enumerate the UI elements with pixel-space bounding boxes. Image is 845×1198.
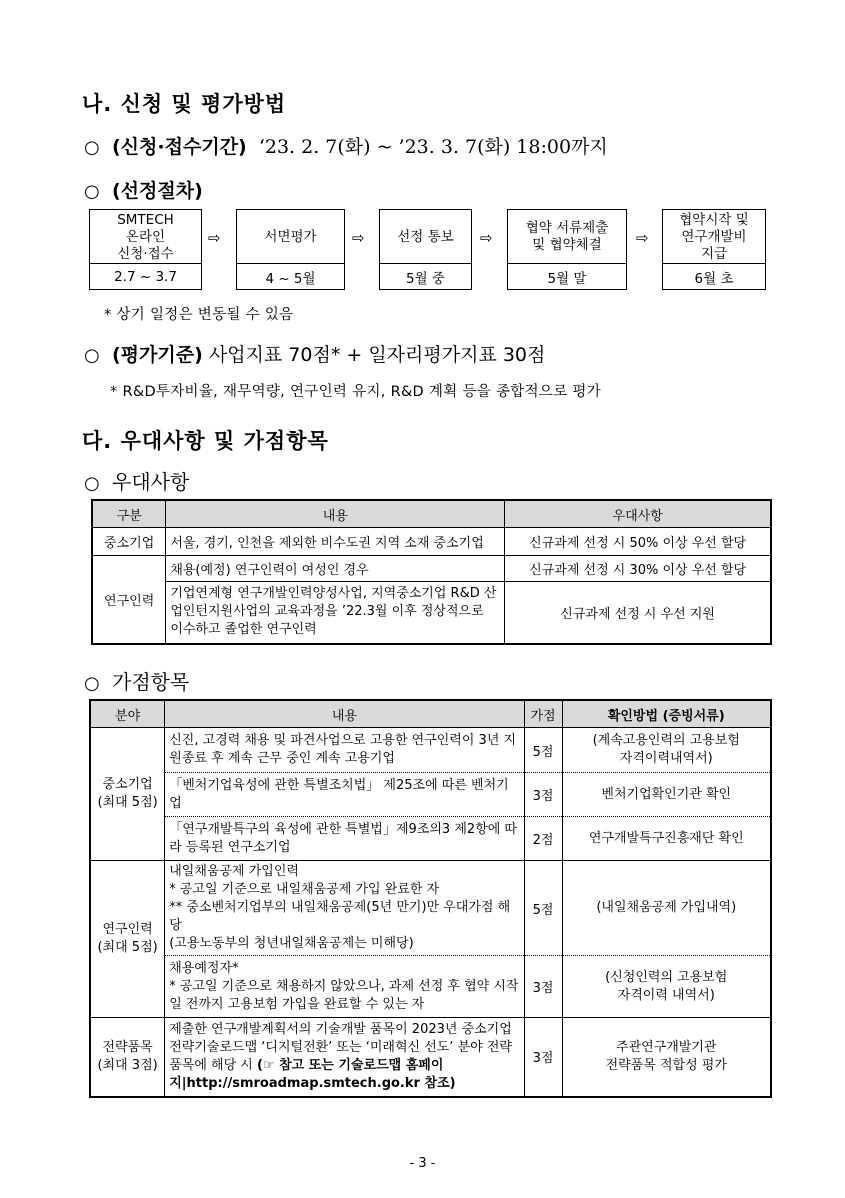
bonus-content-text: 제출한 연구개발계획서의 기술개발 품목이 2023년 중소기업 전략기술로드맵 ‘디지털전환’ 또는 ‘미래혁신 선도’ 분야 전략품목에 해당 시 <box>169 1021 512 1073</box>
selection-line <box>84 176 203 203</box>
pref-cell-content: 기업연계형 연구개발인력양성사업, 지역중소기업 R&D 산업인턴지원사업의 교육과정을 ’22.3월 이후 정상적으로 이수하고 졸업한 연구인력 <box>166 582 505 644</box>
selection-label: (선정절차) <box>112 180 203 202</box>
circle-bullet: ○ <box>84 473 100 494</box>
bonus-content-reference: (☞ 참고 또는 기술로드맵 홈페이지|http://smroadmap.smtech.go.kr 참조) <box>169 1057 456 1091</box>
pref-cell-content: 채용(예정) 연구인력이 여성인 경우 <box>166 556 505 582</box>
bonus-cell-score: 3점 <box>524 773 562 817</box>
process-step-date: 4 ~ 5월 <box>237 263 344 289</box>
section-na-title: 나. 신청 및 평가방법 <box>82 92 287 116</box>
bonus-cell-score: 3점 <box>524 1018 562 1097</box>
pref-cell-benefit: 신규과제 선정 시 30% 이상 우선 할당 <box>505 556 771 582</box>
bonus-content-text: 「연구개발특구의 육성에 관한 특별법」제9조의3 제2항에 따라 등록된 연구소기업 <box>169 821 517 855</box>
process-step-name: 서면평가 <box>264 228 317 245</box>
process-step-date: 2.7 ~ 3.7 <box>90 263 201 289</box>
process-step <box>89 209 202 290</box>
circle-bullet: ○ <box>84 181 100 202</box>
process-step <box>236 209 345 290</box>
bonus-cell-content <box>165 773 524 817</box>
circle-bullet: ○ <box>84 673 100 694</box>
bonus-cell-score: 5점 <box>524 728 562 773</box>
process-step-name: 협약 서류제출 및 협약체결 <box>525 220 609 253</box>
arrow-right-icon: ⇨ <box>208 229 221 247</box>
page-number: - 3 - <box>409 1156 436 1171</box>
process-step-name: 선정 통보 <box>397 228 454 245</box>
bonus-cell-content <box>165 1018 524 1097</box>
period-line <box>84 132 608 159</box>
bonus-header-proof: 확인방법 (증빙서류) <box>562 700 771 728</box>
schedule-note: * 상기 일정은 변동될 수 있음 <box>104 307 294 323</box>
criteria-line <box>84 340 545 367</box>
pref-title: 우대사항 <box>112 470 190 494</box>
pref-cell-benefit: 신규과제 선정 시 50% 이상 우선 할당 <box>505 528 771 556</box>
bonus-cell-content <box>165 861 524 956</box>
bonus-cell-proof: 주관연구개발기관 전략품목 적합성 평가 <box>562 1018 771 1097</box>
period-label: (신청·접수기간) <box>112 136 247 158</box>
bonus-cell-field: 전략품목 (최대 3점) <box>90 1018 165 1097</box>
bonus-cell-content <box>165 817 524 861</box>
bonus-title: 가점항목 <box>112 670 190 694</box>
bonus-cell-field: 중소기업 (최대 5점) <box>90 728 165 861</box>
bonus-content-text: 신진, 고경력 채용 및 파견사업으로 고용한 연구인력이 3년 지원종료 후 계속 근무 중인 계속 고용기업 <box>169 733 517 766</box>
pref-heading <box>84 466 189 495</box>
section-da-title: 다. 우대사항 및 가점항목 <box>82 429 329 453</box>
bonus-table <box>89 699 772 1098</box>
criteria-label: (평가기준) <box>112 344 203 366</box>
process-step-date: 5월 중 <box>380 263 471 289</box>
process-step-date: 5월 말 <box>508 263 626 289</box>
process-step <box>507 209 627 290</box>
pref-header-benefit: 우대사항 <box>505 500 771 528</box>
pref-header-category: 구분 <box>92 500 166 528</box>
circle-bullet: ○ <box>84 137 100 158</box>
process-step-date: 6월 초 <box>663 263 765 289</box>
pref-header-content: 내용 <box>166 500 505 528</box>
process-step <box>662 209 766 290</box>
bonus-cell-proof: (신청인력의 고용보험 자격이력 내역서) <box>562 956 771 1018</box>
bonus-cell-score: 3점 <box>524 956 562 1018</box>
bonus-cell-proof: (계속고용인력의 고용보험 자격이력내역서) <box>562 728 771 773</box>
bonus-content-text: 내일채움공제 가입인력 * 공고일 기준으로 내일채움공제 가입 완료한 자 ** 중소벤처기업부의 내일채움공제(5년 만기)만 우대가점 해당 (고용노동부의 청년내일채움공제는 미해당) <box>169 864 511 951</box>
process-step-name: SMTECH 온라인 신청·접수 <box>117 211 174 262</box>
bonus-content-text: 채용예정자* * 공고일 기준으로 채용하지 않았으나, 과제 선정 후 협약 시작일 전까지 고용보험 가입을 완료할 수 있는 자 <box>169 960 519 1012</box>
bonus-cell-proof: 연구개발특구진흥재단 확인 <box>562 817 771 861</box>
pref-cell-category: 중소기업 <box>92 528 166 556</box>
period-value: ‘23. 2. 7(화) ~ ’23. 3. 7(화) 18:00까지 <box>258 136 608 158</box>
preference-table <box>91 499 772 645</box>
bonus-cell-proof: (내일채움공제 가입내역) <box>562 861 771 956</box>
circle-bullet: ○ <box>84 345 100 366</box>
bonus-cell-proof: 벤처기업확인기관 확인 <box>562 773 771 817</box>
arrow-right-icon: ⇨ <box>480 229 493 247</box>
arrow-right-icon: ⇨ <box>636 229 649 247</box>
pref-cell-category: 연구인력 <box>92 556 166 644</box>
criteria-value: 사업지표 70점* + 일자리평가지표 30점 <box>208 344 546 366</box>
process-step-name: 협약시작 및 연구개발비 지급 <box>679 211 749 262</box>
criteria-note: * R&D투자비율, 재무역량, 연구인력 유지, R&D 계획 등을 종합적으로 평가 <box>110 384 602 400</box>
bonus-cell-field: 연구인력 (최대 5점) <box>90 861 165 1018</box>
bonus-cell-score: 2점 <box>524 817 562 861</box>
arrow-right-icon: ⇨ <box>352 229 365 247</box>
pref-cell-content: 서울, 경기, 인천을 제외한 비수도권 지역 소재 중소기업 <box>166 528 505 556</box>
bonus-cell-score: 5점 <box>524 861 562 956</box>
process-step <box>379 209 472 290</box>
bonus-header-field: 분야 <box>90 700 165 728</box>
bonus-header-content: 내용 <box>165 700 524 728</box>
bonus-header-score: 가점 <box>524 700 562 728</box>
bonus-cell-content <box>165 728 524 773</box>
bonus-content-text: 「벤처기업육성에 관한 특별조치법」 제25조에 따른 벤처기업 <box>169 777 509 811</box>
bonus-cell-content <box>165 956 524 1018</box>
pref-cell-benefit: 신규과제 선정 시 우선 지원 <box>505 582 771 644</box>
bonus-heading <box>84 666 189 695</box>
